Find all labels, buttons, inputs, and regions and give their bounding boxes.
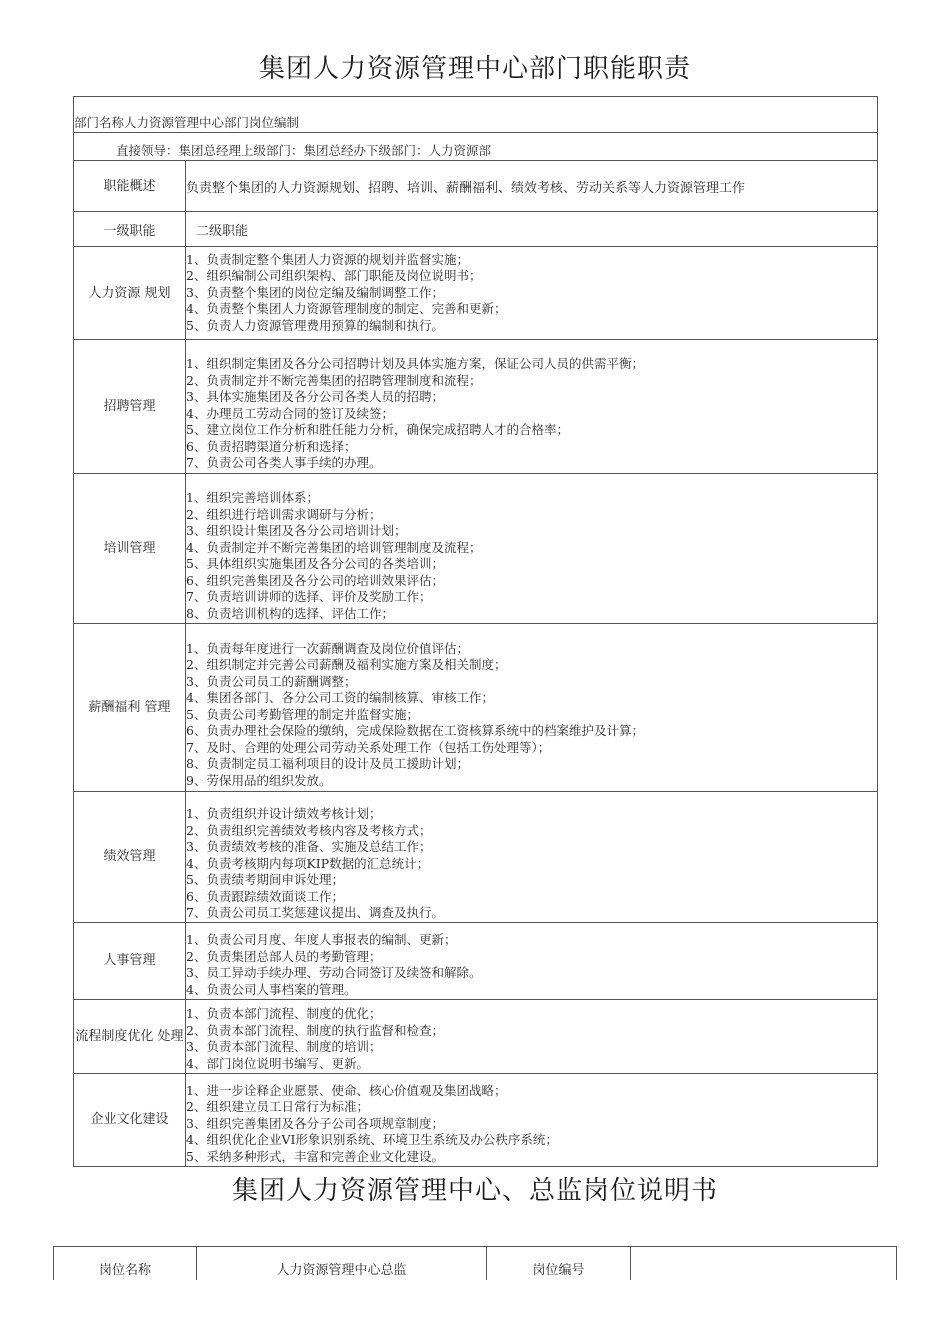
function-item: 4、负责公司人事档案的管理。 bbox=[186, 981, 357, 997]
function-item: 4、组织优化企业VI形象识别系统、环境卫生系统及办公秩序系统； bbox=[186, 1132, 558, 1148]
function-item: 4、负责整个集团人力资源管理制度的制定、完善和更新； bbox=[186, 301, 507, 317]
position-code-label: 岗位编号 bbox=[487, 1247, 631, 1281]
function-item: 1、负责制定整个集团人力资源的规划并监督实施； bbox=[186, 251, 469, 267]
function-item: 9、劳保用品的组织发放。 bbox=[186, 772, 332, 788]
function-item: 2、负责本部门流程、制度的执行监督和检查； bbox=[186, 1022, 444, 1038]
position-name-label: 岗位名称 bbox=[54, 1247, 197, 1281]
position-name-value: 人力资源管理中心总监 bbox=[197, 1247, 487, 1281]
function-item: 8、负责培训机构的选择、评估工作； bbox=[186, 605, 394, 621]
function-item: 6、组织完善集团及各分公司的培训效果评估； bbox=[186, 572, 444, 588]
function-item: 7、负责公司员工奖惩建议提出、调查及执行。 bbox=[186, 905, 444, 920]
function-item: 4、负责考核期内每项KIP数据的汇总统计； bbox=[186, 855, 430, 871]
leader-row: 直接领导：集团总经理上级部门：集团总经办下级部门：人力资源部 bbox=[74, 133, 878, 161]
function-item: 2、负责制定并不断完善集团的招聘管理制度和流程； bbox=[186, 372, 482, 388]
function-item: 7、负责公司各类人事手续的办理。 bbox=[186, 455, 382, 471]
function-item: 1、负责公司月度、年度人事报表的编制、更新； bbox=[186, 932, 457, 947]
function-items bbox=[186, 1073, 878, 1166]
function-item: 1、负责组织并设计绩效考核计划； bbox=[186, 806, 382, 821]
function-name: 企业文化建设 bbox=[74, 1073, 186, 1166]
function-item: 2、组织进行培训需求调研与分析； bbox=[186, 506, 382, 522]
function-items bbox=[186, 922, 878, 999]
function-items bbox=[186, 999, 878, 1073]
function-name: 人事管理 bbox=[74, 922, 186, 999]
function-item: 4、集团各部门、各分公司工资的编制核算、审核工作； bbox=[186, 690, 494, 706]
function-item: 3、组织完善集团及各分子公司各项规章制度； bbox=[186, 1115, 444, 1131]
function-item: 2、组织建立员工日常行为标准； bbox=[186, 1099, 369, 1115]
level2-header: 二级职能 bbox=[186, 212, 878, 247]
function-item: 2、组织编制公司组织架构、部门职能及岗位说明书； bbox=[186, 268, 482, 284]
function-name: 薪酬福利 管理 bbox=[74, 624, 186, 792]
overview-text: 负责整个集团的人力资源规划、招聘、培训、薪酬福利、绩效考核、劳动关系等人力资源管理工作 bbox=[186, 161, 878, 212]
function-items bbox=[186, 247, 878, 340]
dept-row: 部门名称人力资源管理中心部门岗位编制 bbox=[74, 97, 878, 133]
function-item: 2、负责集团总部人员的考勤管理； bbox=[186, 948, 382, 964]
function-name: 人力资源 规划 bbox=[74, 247, 186, 340]
section-title: 集团人力资源管理中心、总监岗位说明书 bbox=[231, 1176, 718, 1206]
position-code-value bbox=[631, 1247, 897, 1281]
function-item: 3、负责本部门流程、制度的培训； bbox=[186, 1039, 382, 1054]
function-item: 1、组织制定集团及各分公司招聘计划及具体实施方案，保证公司人员的供需平衡； bbox=[186, 356, 644, 372]
function-item: 5、具体组织实施集团及各分公司的各类培训； bbox=[186, 556, 444, 571]
function-item: 6、负责办理社会保险的缴纳，完成保险数据在工资核算系统中的档案维护及计算； bbox=[186, 723, 644, 739]
function-item: 5、采纳多种形式，丰富和完善企业文化建设。 bbox=[186, 1148, 444, 1164]
function-items bbox=[186, 792, 878, 923]
function-item: 3、负责整个集团的岗位定编及编制调整工作； bbox=[186, 284, 444, 300]
function-item: 3、员工异动手续办理、劳动合同签订及续签和解除。 bbox=[186, 965, 482, 980]
function-item: 4、办理员工劳动合同的签订及续签； bbox=[186, 405, 394, 421]
function-item: 3、具体实施集团及各分公司各类人员的招聘； bbox=[186, 389, 444, 405]
function-item: 1、负责每年度进行一次薪酬调查及岗位价值评估； bbox=[186, 640, 469, 656]
function-item: 8、负责制定员工福利项目的设计及员工援助计划； bbox=[186, 756, 469, 772]
function-items bbox=[186, 340, 878, 474]
overview-label: 职能概述 bbox=[74, 161, 186, 212]
function-item: 5、建立岗位工作分析和胜任能力分析，确保完成招聘人才的合格率； bbox=[186, 422, 569, 438]
function-item: 6、负责招聘渠道分析和选择； bbox=[186, 438, 357, 454]
position-table bbox=[53, 1246, 897, 1280]
function-item: 5、负责公司考勤管理的制定并监督实施； bbox=[186, 706, 419, 722]
function-item: 5、负责人力资源管理费用预算的编制和执行。 bbox=[186, 317, 444, 333]
function-item: 3、负责绩效考核的准备、实施及总结工作； bbox=[186, 839, 432, 854]
function-name: 培训管理 bbox=[74, 474, 186, 624]
function-item: 3、负责公司员工的薪酬调整； bbox=[186, 673, 357, 689]
function-item: 2、组织制定并完善公司薪酬及福利实施方案及相关制度； bbox=[186, 657, 507, 673]
function-item: 1、组织完善培训体系； bbox=[186, 490, 319, 505]
function-items bbox=[186, 474, 878, 624]
function-item: 4、负责制定并不断完善集团的培训管理制度及流程； bbox=[186, 539, 482, 555]
function-item: 7、及时、合理的处理公司劳动关系处理工作（包括工伤处理等）； bbox=[186, 739, 551, 755]
function-name: 招聘管理 bbox=[74, 340, 186, 474]
function-item: 3、组织设计集团及各分公司培训计划； bbox=[186, 523, 407, 538]
function-items bbox=[186, 624, 878, 792]
function-item: 1、进一步诠释企业愿景、使命、核心价值观及集团战略； bbox=[186, 1082, 507, 1098]
function-item: 2、负责组织完善绩效考核内容及考核方式； bbox=[186, 822, 432, 838]
function-item: 4、部门岗位说明书编写、更新。 bbox=[186, 1055, 369, 1071]
functions-table bbox=[73, 96, 878, 1167]
function-name: 流程制度优化 处理 bbox=[74, 999, 186, 1073]
function-name: 绩效管理 bbox=[74, 792, 186, 923]
function-item: 1、负责本部门流程、制度的优化； bbox=[186, 1006, 382, 1021]
page-title: 集团人力资源管理中心部门职能职责 bbox=[258, 54, 691, 84]
function-item: 7、负责培训讲师的选择、评价及奖励工作； bbox=[186, 589, 432, 604]
function-item: 6、负责跟踪绩效面谈工作； bbox=[186, 888, 344, 904]
function-item: 5、负责绩考期间申诉处理； bbox=[186, 872, 344, 887]
level1-header: 一级职能 bbox=[74, 212, 186, 247]
